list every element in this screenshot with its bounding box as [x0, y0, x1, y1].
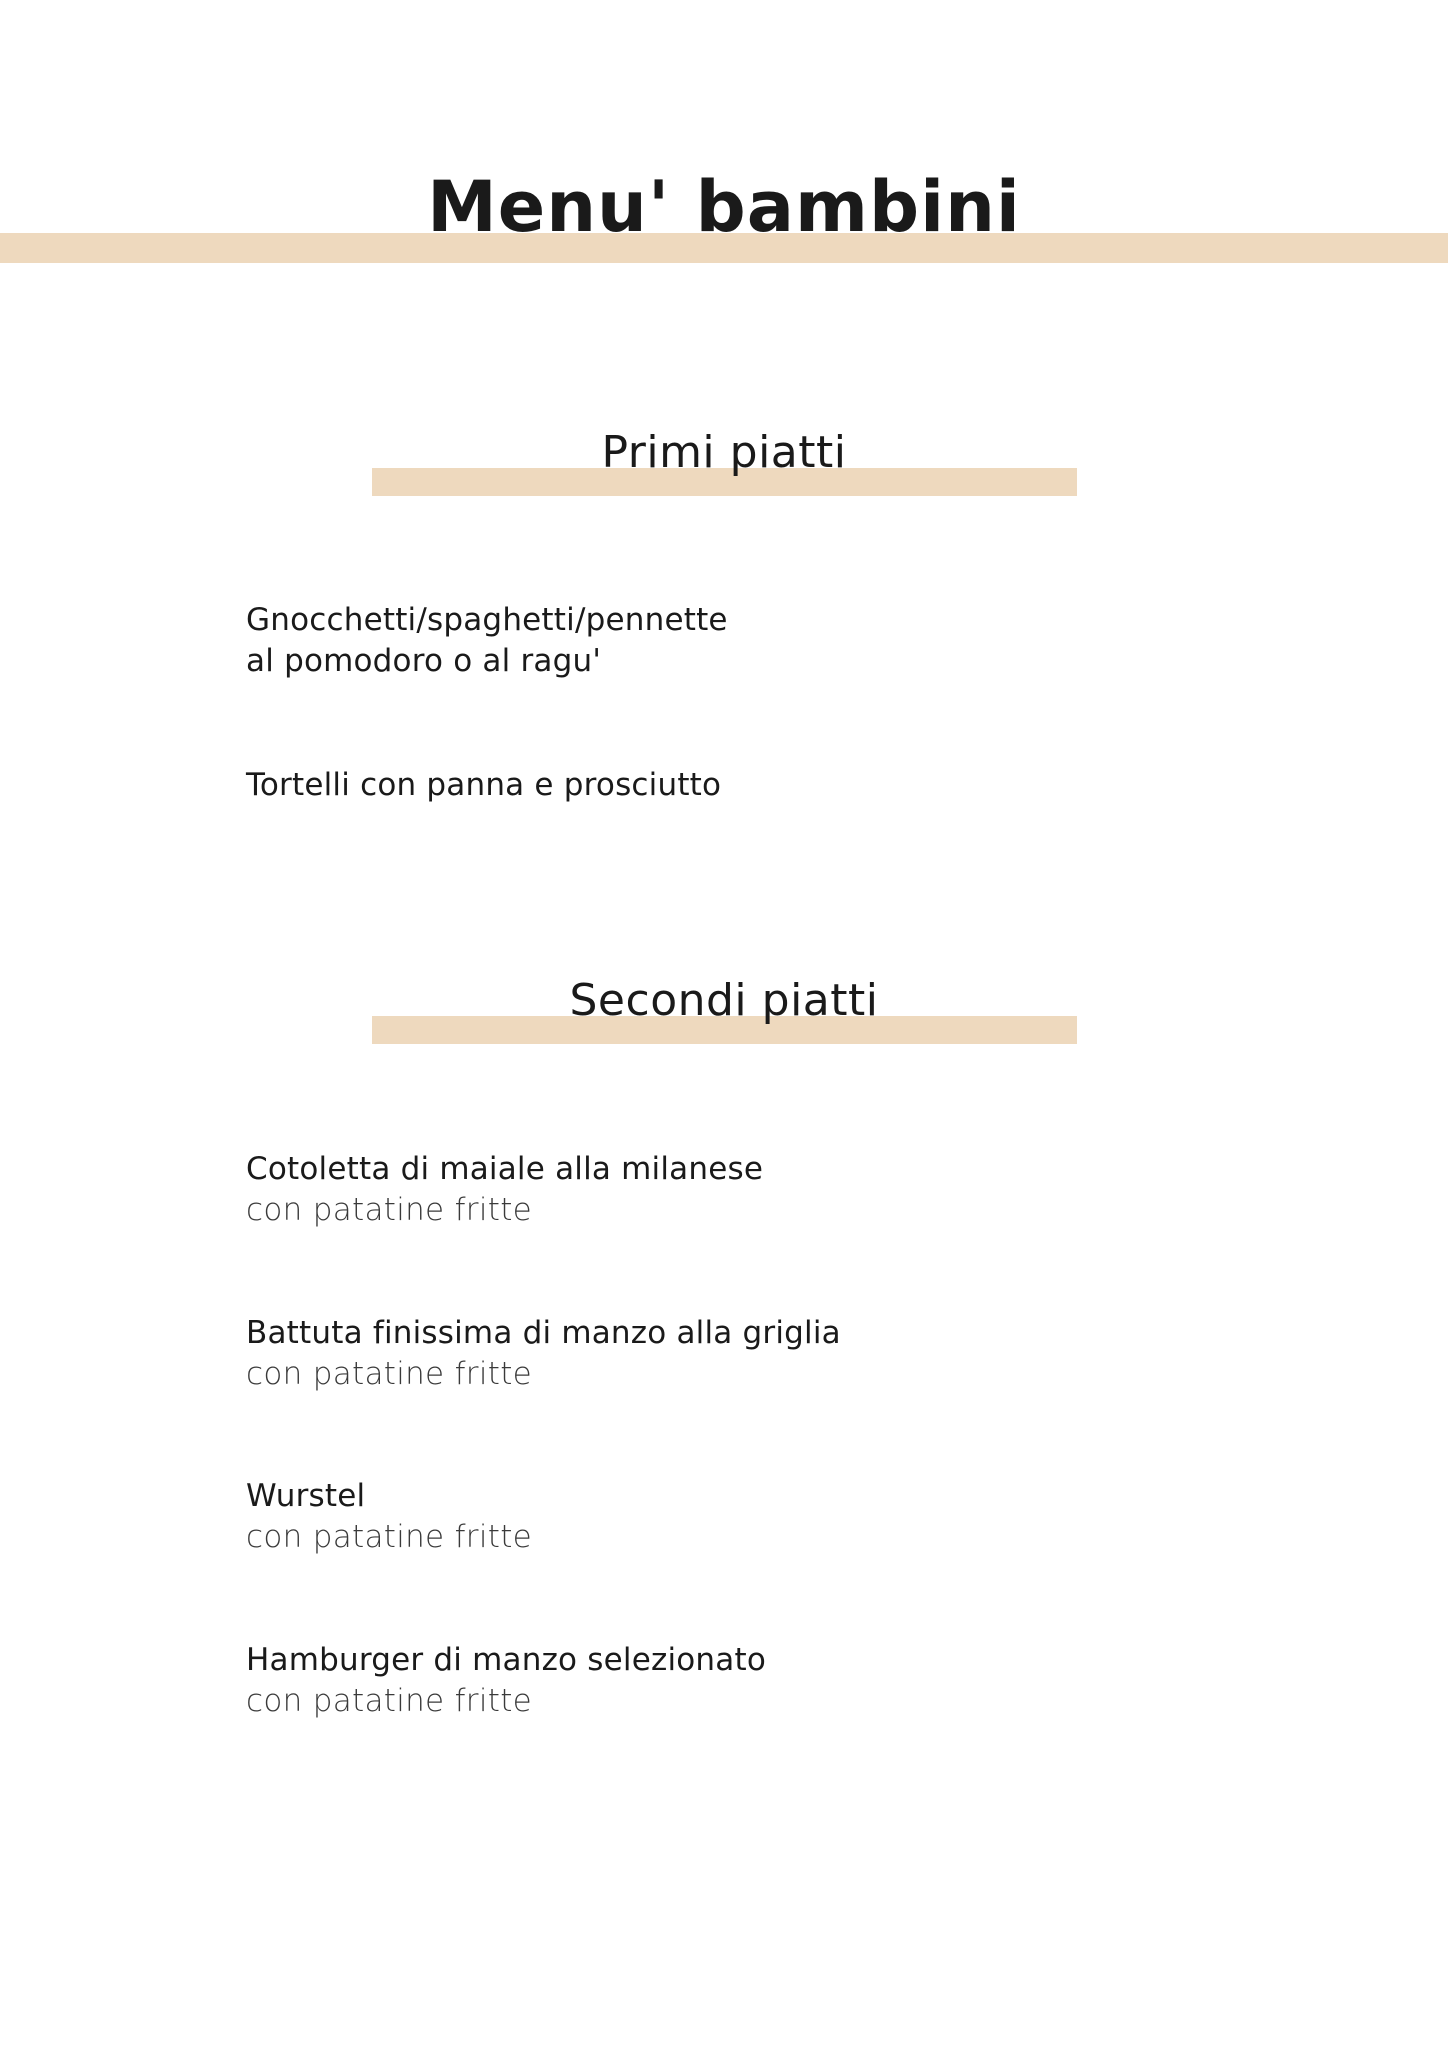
menu-item-description: con patatine fritte: [246, 1683, 533, 1719]
menu-item-description: con patatine fritte: [246, 1356, 533, 1392]
menu-item-gnocchetti: [246, 600, 1246, 682]
menu-item-description: con patatine fritte: [246, 1519, 533, 1555]
menu-item-name: Wurstel: [246, 1478, 366, 1514]
section-title-primi: Primi piatti: [601, 427, 847, 478]
menu-item-tortelli: [246, 765, 1246, 806]
menu-title: Menu' bambini: [427, 166, 1021, 248]
section-title-secondi: Secondi piatti: [569, 975, 879, 1026]
menu-item-description: con patatine fritte: [246, 1192, 533, 1228]
menu-item-battuta: [246, 1313, 1246, 1395]
menu-item-name: Battuta finissima di manzo alla griglia: [246, 1315, 841, 1351]
menu-item-name: Tortelli con panna e prosciutto: [246, 767, 722, 803]
menu-item-cotoletta: [246, 1149, 1246, 1231]
menu-item-name: Gnocchetti/spaghetti/pennette: [246, 602, 728, 638]
menu-item-name-line2: al pomodoro o al ragu': [246, 643, 602, 679]
menu-item-name: Hamburger di manzo selezionato: [246, 1642, 766, 1678]
menu-item-name: Cotoletta di maiale alla milanese: [246, 1151, 764, 1187]
menu-item-hamburger: [246, 1640, 1246, 1722]
menu-item-wurstel: [246, 1476, 1246, 1558]
